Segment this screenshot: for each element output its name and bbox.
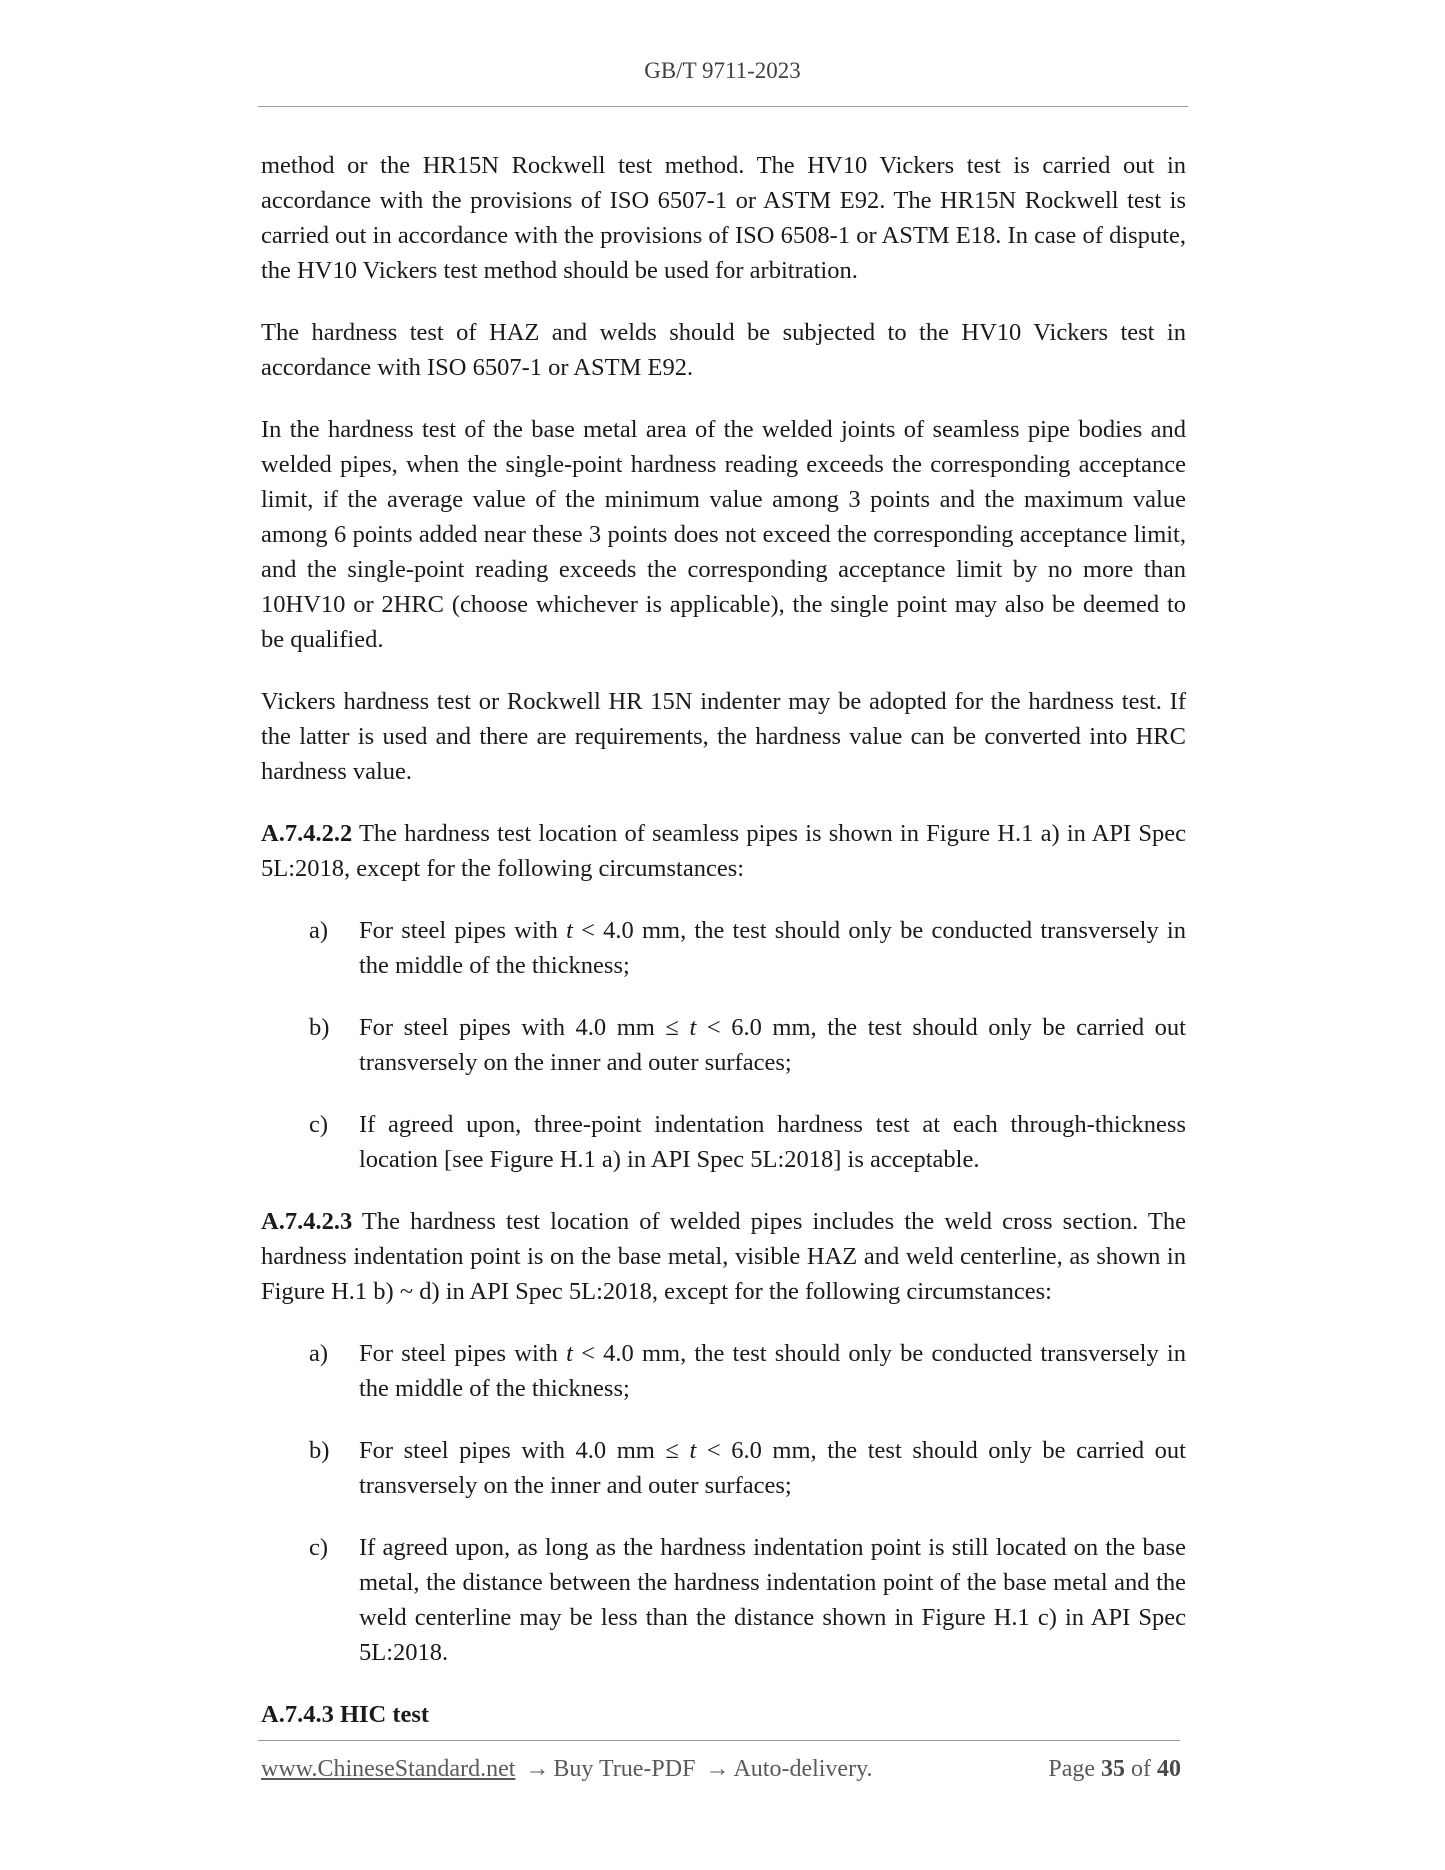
clause-text: The hardness test location of welded pipes includes the weld cross section. The hardness indentation point is on the base metal, visible HAZ and weld centerline, as shown in Figure H.1 b) ~ d) in API Spec 5L:2018, except for the following circumstances:: [261, 1208, 1186, 1305]
buy-pdf-text: Buy True-PDF: [553, 1756, 696, 1782]
list-marker: a): [309, 917, 329, 944]
list-item-text: If agreed upon, three-point indentation hardness test at each through-thickness location [see Figure H.1 a) in API Spec 5L:2018] is acceptable.: [359, 1111, 1186, 1173]
footer-promo: [261, 1756, 873, 1783]
list-marker: a): [309, 1340, 329, 1367]
paragraph: The hardness test of HAZ and welds should be subjected to the HV10 Vickers test in accordance with ISO 6507-1 or ASTM E92.: [261, 319, 1186, 381]
list-item-text: If agreed upon, as long as the hardness indentation point is still located on the base metal, the distance between the hardness indentation point of the base metal and the weld centerline may be less than the distance shown in Figure H.1 c) in API Spec 5L:2018.: [359, 1534, 1186, 1666]
list-marker: b): [309, 1437, 330, 1464]
footer-divider: [258, 1740, 1180, 1741]
arrow-right-icon: →: [705, 1756, 730, 1782]
list-marker: c): [309, 1534, 329, 1561]
clause-a7422: [261, 816, 1186, 886]
section-heading: A.7.4.3 HIC test: [261, 1701, 430, 1728]
clause-a7423: [261, 1204, 1186, 1309]
list-item-text: For steel pipes with 4.0 mm ≤ t < 6.0 mm, the test should only be carried out transversely on the inner and outer surfaces;: [359, 1437, 1186, 1499]
clause-number: A.7.4.2.3: [261, 1208, 353, 1235]
list-item: [261, 1433, 1186, 1503]
list-item: [261, 1107, 1186, 1177]
clause-number: A.7.4.2.2: [261, 820, 353, 847]
list-item: [261, 1530, 1186, 1670]
clause-a7423-list: [261, 1336, 1186, 1670]
list-item-text: For steel pipes with t < 4.0 mm, the test should only be conducted transversely in the middle of the thickness;: [359, 917, 1186, 979]
paragraph: Vickers hardness test or Rockwell HR 15N indenter may be adopted for the hardness test. If the latter is used and there are requirements, the hardness value can be converted into HRC hardness value.: [261, 688, 1186, 785]
list-item-text: For steel pipes with 4.0 mm ≤ t < 6.0 mm, the test should only be carried out transversely on the inner and outer surfaces;: [359, 1014, 1186, 1076]
paragraph: In the hardness test of the base metal area of the welded joints of seamless pipe bodies and welded pipes, when the single-point hardness reading exceeds the corresponding acceptance limit, if the average value of the minimum value among 3 points and the maximum value among 6 points added near these 3 points does not exceed the corresponding acceptance limit, and the single-point reading exceeds the corresponding acceptance limit by no more than 10HV10 or 2HRC (choose whichever is applicable), the single point may also be deemed to be qualified.: [261, 416, 1186, 653]
paragraph: method or the HR15N Rockwell test method. The HV10 Vickers test is carried out in accordance with the provisions of ISO 6507-1 or ASTM E92. The HR15N Rockwell test is carried out in accordance with the provisions of ISO 6508-1 or ASTM E18. In case of dispute, the HV10 Vickers test method should be used for arbitration.: [261, 152, 1186, 284]
arrow-right-icon: →: [525, 1756, 550, 1782]
list-item: [261, 1010, 1186, 1080]
running-header: GB/T 9711-2023: [644, 58, 801, 83]
page-footer: [261, 1756, 1181, 1783]
clause-a7422-list: [261, 913, 1186, 1177]
clause-text: The hardness test location of seamless pipes is shown in Figure H.1 a) in API Spec 5L:2018, except for the following circumstances:: [261, 820, 1186, 882]
page-body: [261, 148, 1186, 1732]
list-marker: b): [309, 1014, 330, 1041]
header-divider: [258, 106, 1188, 107]
page-number: 35: [1101, 1756, 1125, 1782]
list-item: [261, 913, 1186, 983]
list-item: [261, 1336, 1186, 1406]
page-counter: Page 35 of 40: [1048, 1756, 1181, 1782]
auto-delivery-text: Auto-delivery.: [733, 1756, 873, 1782]
list-marker: c): [309, 1111, 329, 1138]
page-total: 40: [1157, 1756, 1181, 1782]
list-item-text: For steel pipes with t < 4.0 mm, the test should only be conducted transversely in the middle of the thickness;: [359, 1340, 1186, 1402]
website-link[interactable]: www.ChineseStandard.net: [261, 1756, 516, 1782]
